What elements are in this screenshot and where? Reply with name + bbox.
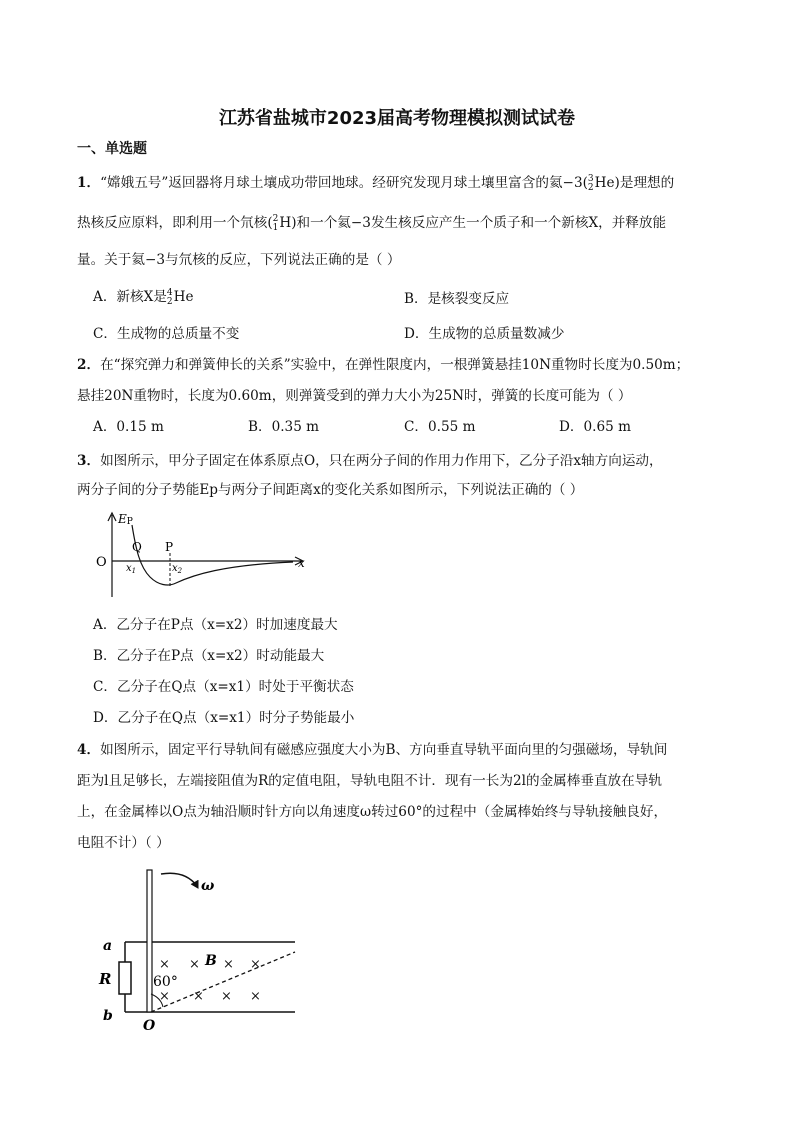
nuclide-he4-numbers: 4 2 <box>166 287 173 307</box>
field-cross: × <box>221 989 232 1004</box>
q2-line-1: 2．在“探究弹力和弹簧伸长的关系”实验中，在弹性限度内，一根弹簧悬挂10N重物时长度为0.50m； <box>77 357 690 373</box>
q2-line-2: 悬挂20N重物时，长度为0.60m，则弹簧受到的弹力大小为25N时，弹簧的长度可能为（ ） <box>77 388 632 404</box>
q1-line-2: 热核反应原料，即利用一个氘核( 2 1 H)和一个氦−3发生核反应产生一个质子和一个新核X，并释放能 <box>77 213 667 233</box>
page-title: 江苏省盐城市2023届高考物理模拟测试试卷 <box>218 108 576 129</box>
q2-option-a[interactable]: A．0.15 m <box>93 419 164 435</box>
metal-rod <box>147 870 152 1012</box>
point-o-label: O <box>143 1018 156 1034</box>
q1-option-d[interactable]: D．生成物的总质量数减少 <box>404 326 565 342</box>
angle-label: 60° <box>153 974 178 990</box>
question-number: 1． <box>77 175 101 191</box>
question-number: 2． <box>77 357 101 373</box>
origin-label: O <box>96 555 107 570</box>
nuclide-symbol: He <box>594 175 615 191</box>
q3-option-a[interactable]: A．乙分子在P点（x=x2）时加速度最大 <box>93 617 338 633</box>
question-number: 4． <box>77 742 101 758</box>
q1-text: 热核反应原料，即利用一个氘核 <box>77 215 268 231</box>
q2-option-d[interactable]: D．0.65 m <box>559 419 631 435</box>
q1-option-c[interactable]: C．生成物的总质量不变 <box>93 326 240 342</box>
omega-label: ω <box>201 878 215 894</box>
x1-label: $x_1$ <box>126 563 137 575</box>
q1-text: “嫦娥五号”返回器将月球土壤成功带回地球。经研究发现月球土壤里富含的氦−3 <box>100 175 583 191</box>
field-cross: × <box>159 957 170 972</box>
q4-line-4: 电阻不计）（ ） <box>77 835 170 851</box>
q2-option-b[interactable]: B．0.35 m <box>248 419 320 435</box>
resistor <box>119 962 131 994</box>
field-cross: × <box>193 989 204 1004</box>
q4-line-2: 距为l且足够长，左端接阻值为R的定值电阻，导轨电阻不计．现有一长为2l的金属棒垂直放在导轨 <box>77 773 662 789</box>
q1-option-b[interactable]: B．是核裂变反应 <box>404 291 510 307</box>
nuclide-he3-numbers: 3 2 <box>587 173 594 193</box>
x-axis-label: x <box>298 556 305 570</box>
potential-energy-graph <box>88 505 318 605</box>
nuclide-h2-numbers: 2 1 <box>272 213 279 233</box>
q1-option-a[interactable]: A．新核X是 4 2 He <box>93 287 194 307</box>
field-cross: × <box>159 989 170 1004</box>
q2-option-c[interactable]: C．0.55 m <box>404 419 476 435</box>
rail-circuit-figure <box>95 862 310 1042</box>
x2-label: $x_2$ <box>172 563 183 575</box>
potential-curve <box>132 525 293 585</box>
q4-line-3: 上，在金属棒以O点为轴沿顺时针方向以角速度ω转过60°的过程中（金属棒始终与导轨接触良好， <box>77 804 668 820</box>
q1-line-1: 1．“嫦娥五号”返回器将月球土壤成功带回地球。经研究发现月球土壤里富含的氦−3( 3 2 He)是理想的 <box>77 173 675 193</box>
q3-line-2: 两分子间的分子势能Ep与两分子间距离x的变化关系如图所示，下列说法正确的（ ） <box>77 482 584 498</box>
question-number: 3． <box>77 453 101 469</box>
q3-option-c[interactable]: C．乙分子在Q点（x=x1）时处于平衡状态 <box>93 679 354 695</box>
q3-option-b[interactable]: B．乙分子在P点（x=x2）时动能最大 <box>93 648 325 664</box>
q3-option-d[interactable]: D．乙分子在Q点（x=x1）时分子势能最小 <box>93 710 355 726</box>
point-a-label: a <box>103 938 113 954</box>
q1-line-3: 量。关于氦−3与氘核的反应，下列说法正确的是（ ） <box>77 252 401 268</box>
field-cross: × <box>250 957 261 972</box>
ep-label: EP <box>118 512 133 527</box>
field-cross: × <box>223 957 234 972</box>
q1-text: 和一个氦−3发生核反应产生一个质子和一个新核X，并释放能 <box>296 215 667 231</box>
field-cross: × <box>189 957 200 972</box>
field-b-label: B <box>205 953 217 969</box>
section-heading: 一、单选题 <box>77 141 147 157</box>
point-q-label: Q <box>132 540 142 554</box>
point-b-label: b <box>103 1008 113 1024</box>
q1-text: 是理想的 <box>619 175 675 191</box>
q3-line-1: 3．如图所示，甲分子固定在体系原点O，只在两分子间的作用力作用下，乙分子沿x轴方向运动， <box>77 453 663 469</box>
q4-line-1: 4．如图所示，固定平行导轨间有磁感应强度大小为B、方向垂直导轨平面向里的匀强磁场，导轨间 <box>77 742 668 758</box>
resistor-label: R <box>99 970 112 988</box>
point-p-label: P <box>165 540 174 554</box>
field-cross: × <box>250 989 261 1004</box>
nuclide-symbol: H <box>279 215 292 231</box>
